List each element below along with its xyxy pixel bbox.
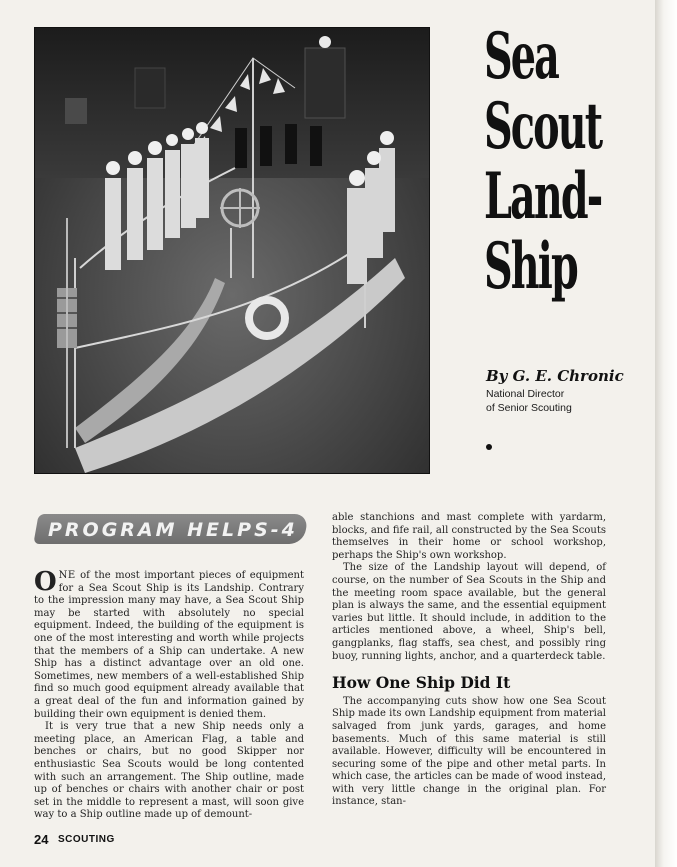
author-role-line: National Director [486, 388, 565, 400]
section-subhead: How One Ship Did It [332, 673, 511, 693]
title-line: Scout [484, 89, 602, 164]
author-byline: By G. E. Chronic [486, 367, 624, 385]
program-helps-banner-text: PROGRAM HELPS-4 [48, 519, 298, 541]
photo-illustration [35, 28, 429, 473]
title-line: Land- [484, 159, 602, 234]
paragraph: The size of the Landship layout will depend, of course, on the number of Sea Scouts in the Ship and the meeting room space available, but the general plan is always the same, and the essential equipment varies but little. It should include, in addition to the articles mentioned above, a wheel, Ship's bell, gangplanks, flag staffs, sea chest, and possibly ring buoy, running lights, anchor, and a quarterdeck table. [332, 562, 606, 662]
page-number: 24 [34, 832, 49, 847]
paragraph: The accompanying cuts show how one Sea Scout Ship made its own Landship equipment from material salvaged from junk yards, garages, and home basements. Much of this same material is still available. However, difficulty will be encountered in securing some of the pipe and other metal parts. In which case, the articles can be made of wood instead, with very little change in the original plan. For instance, stan- [332, 695, 606, 808]
title-line: Sea [484, 19, 559, 94]
bullet-dot [486, 444, 492, 450]
magazine-name: SCOUTING [58, 834, 115, 845]
paragraph: able stanchions and mast complete with yardarm, blocks, and fife rail, all constructed by the Sea Scouts themselves in their home or school workshop, perhaps the Ship's own workshop. [332, 512, 606, 561]
page-spine-shadow [655, 0, 677, 867]
paragraph-text: of the most important pieces of equipment for a Sea Scout Ship is its Landship. Contrary to the impression many may have, a Sea Scout Ship may be started with absolutely no special equipment. Indeed, the building of the equipment is one of the most interesting and worth while projects that the members of a Ship can undertake. A new Ship has a distinct advantage over an old one. Sometimes, new members of a well-established Ship find so much good equipment already available that a great deal of the fun and information gained by building their own equipment is denied them. [34, 570, 304, 720]
article-title [484, 19, 602, 304]
sea-scout-landship-photo [34, 27, 430, 474]
paragraph [34, 567, 304, 721]
title-line: Ship [484, 229, 577, 304]
drop-cap: O [34, 567, 57, 597]
lead-caps: NE [58, 570, 76, 581]
author-role-line: of Senior Scouting [486, 402, 572, 414]
text-column-right [332, 512, 606, 809]
author-role [486, 387, 572, 415]
paragraph: It is very true that a new Ship needs only a meeting place, an American Flag, a table and benches or chairs, but no good Skipper nor enthusiastic Sea Scouts would be long contented with such an arrangement. The Ship outline, made up of benches or chairs with another chair or post set in the middle to represent a mast, will soon give way to a Ship outline made up of demount- [34, 721, 304, 821]
text-column-left [34, 567, 304, 822]
